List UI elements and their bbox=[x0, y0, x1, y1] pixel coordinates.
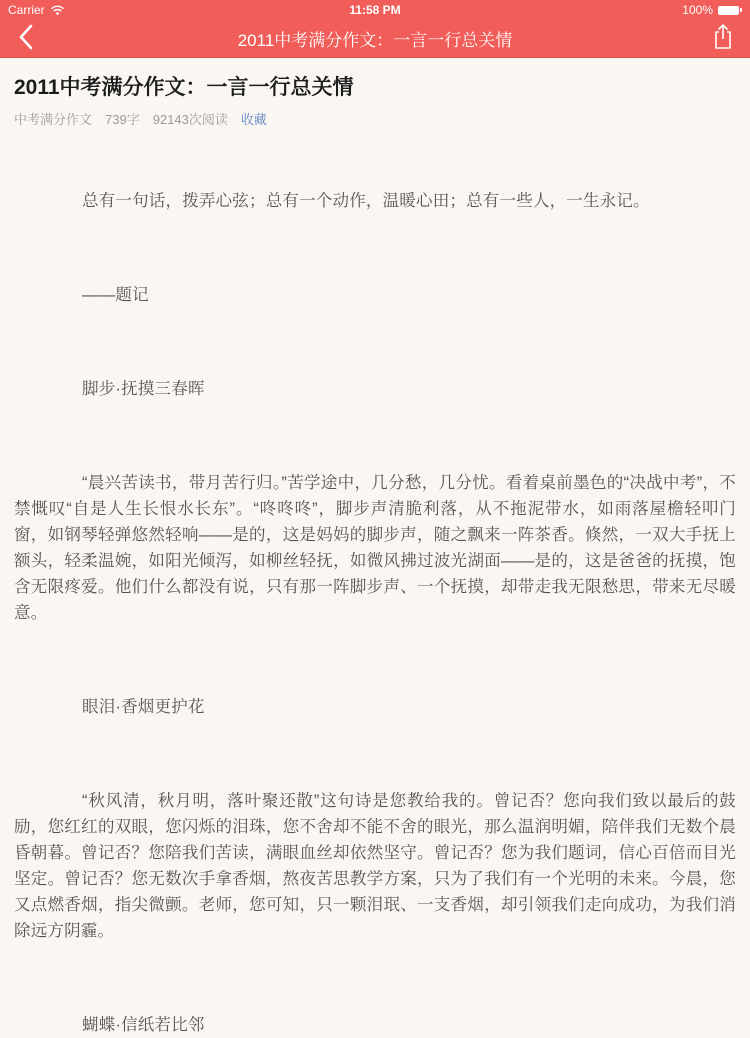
app-chrome bbox=[0, 0, 750, 58]
article-view bbox=[0, 58, 750, 1038]
meta-word-count: 739字 bbox=[105, 112, 140, 127]
article-body bbox=[14, 188, 736, 1038]
paragraph-tears: “秋风清，秋月明，落叶聚还散”这句诗是您教给我的。曾记否？您向我们致以最后的鼓励，您红红的双眼，您闪烁的泪珠，您不舍却不能不舍的眼光，那么温润明媚，陪伴我们无数个晨昏朝暮。曾记否？您陪我们苦读，满眼血丝却依然坚守。曾记否？您为我们题词，信心百倍而目光坚定。曾记否？您无数次手拿香烟，熬夜苦思教学方案，只为了我们有一个光明的未来。今晨，您又点燃香烟，指尖微颤。老师，您可知，只一颗泪珉、一支香烟，却引领我们走向成功，为我们消除远方阴霾。 bbox=[14, 792, 736, 940]
share-arrow-up-icon bbox=[712, 23, 734, 56]
section-heading-footsteps: 脚步·抚摸三春晖 bbox=[82, 380, 205, 398]
favorite-link[interactable]: 收藏 bbox=[240, 112, 267, 127]
section-heading-tears: 眼泪·香烟更护花 bbox=[82, 698, 205, 716]
clock: 11:58 PM bbox=[349, 3, 401, 17]
paragraph-epigraph-label: ——题记 bbox=[82, 286, 149, 304]
status-bar bbox=[0, 0, 750, 20]
article-meta bbox=[14, 109, 736, 128]
wifi-icon bbox=[50, 5, 65, 16]
battery-full-icon bbox=[718, 6, 742, 15]
section-heading-butterfly: 蝴蝶·信纸若比邻 bbox=[82, 1016, 205, 1034]
navigation-bar bbox=[0, 20, 750, 58]
back-button[interactable] bbox=[10, 23, 42, 55]
article-title: 2011中考满分作文：一言一行总关情 bbox=[14, 76, 354, 99]
meta-read-count: 92143次阅读 bbox=[152, 112, 228, 127]
nav-title: 2011中考满分作文：一言一行总关情 bbox=[237, 31, 513, 50]
battery-percent: 100% bbox=[682, 3, 713, 17]
carrier-label: Carrier bbox=[8, 3, 45, 17]
meta-source: 中考满分作文 bbox=[14, 112, 93, 127]
paragraph-epigraph: 总有一句话，拨弄心弦；总有一个动作，温暖心田；总有一些人，一生永记。 bbox=[82, 192, 650, 210]
share-button[interactable] bbox=[708, 24, 738, 54]
chevron-left-icon bbox=[18, 23, 34, 56]
paragraph-footsteps: “晨兴苦读书，带月苦行归。”苦学途中，几分愁，几分忧。看着桌前墨色的“决战中考”，不禁慨叹“自是人生长恨水长东”。“咚咚咚”，脚步声清脆利落，从不拖泥带水，如雨落屋檐轻叩门窗，如钢琴轻弹悠然轻响——是的，这是妈妈的脚步声，随之飘来一阵茶香。倏然，一双大手抚上额头，轻柔温婉，如阳光倾泻，如柳丝轻抚，如微风拂过波光湖面——是的，这是爸爸的抚摸，饱含无限疼爱。他们什么都没有说，只有那一阵脚步声、一个抚摸，却带走我无限愁思，带来无尽暖意。 bbox=[14, 474, 736, 622]
